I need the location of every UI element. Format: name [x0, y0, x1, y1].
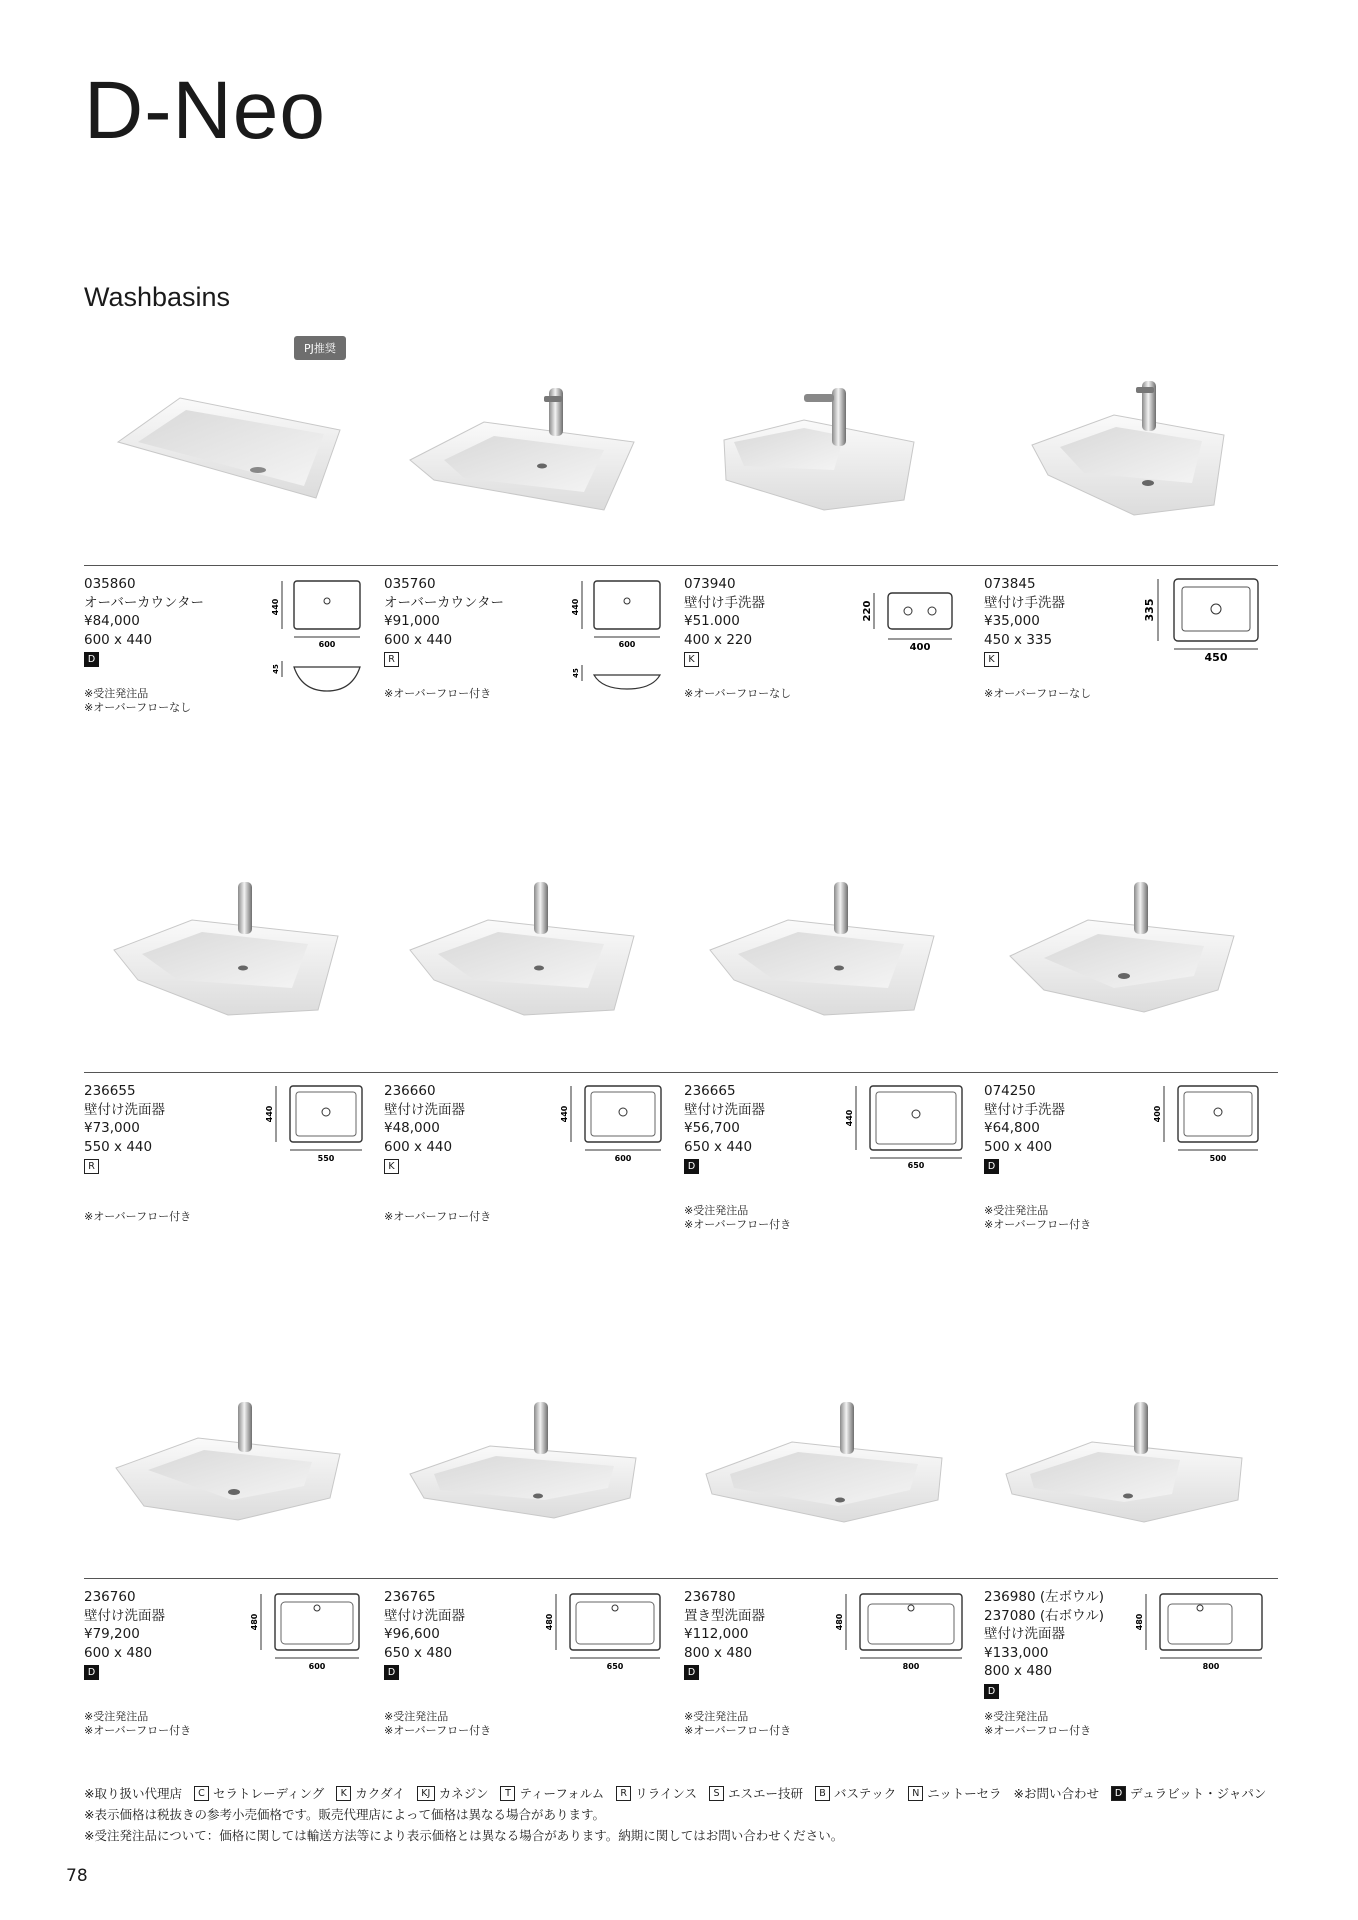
- dim-width: 600: [308, 1662, 326, 1671]
- legend-item: [1111, 1783, 1266, 1804]
- basin-236980-image: [1004, 1402, 1244, 1532]
- page-number: 78: [66, 1866, 88, 1886]
- product-code: 035760: [384, 576, 436, 592]
- product-type: 壁付け手洗器: [984, 1101, 1065, 1118]
- product-size: 400 x 220: [684, 631, 753, 648]
- product-note: ※受注発注品: [84, 687, 149, 700]
- basin-236765-image: [404, 1402, 644, 1532]
- section-title: Washbasins: [84, 282, 231, 312]
- dimension-drawing: [864, 577, 974, 657]
- product-size: 450 x 335: [984, 631, 1053, 648]
- legend-inquiry: ※お問い合わせ: [1013, 1786, 1100, 1801]
- dim-width: 500: [1209, 1154, 1227, 1163]
- legend-key: B: [815, 1786, 830, 1801]
- product-note: ※オーバーフロー付き: [84, 1210, 192, 1223]
- footer-note-price: ※表示価格は税抜きの参考小売価格です。販売代理店によって価格は異なる場合があります。: [84, 1807, 605, 1822]
- product-price: ¥79,200: [84, 1626, 140, 1642]
- legend-name: エスエー技研: [728, 1786, 804, 1801]
- dealer-tag: R: [84, 1159, 99, 1174]
- product-price: ¥56,700: [684, 1120, 740, 1136]
- legend-name: ティーフォルム: [519, 1786, 605, 1801]
- product-type: 壁付け洗面器: [84, 1101, 165, 1118]
- product-code: 035860: [84, 576, 136, 592]
- legend-name: カネジン: [438, 1786, 489, 1801]
- product-note: ※オーバーフロー付き: [984, 1218, 1092, 1231]
- product-code: 236760: [84, 1589, 136, 1605]
- product-type: オーバーカウンター: [384, 594, 505, 611]
- product-price: ¥48,000: [384, 1120, 440, 1136]
- product-note: ※オーバーフローなし: [984, 687, 1092, 700]
- product-price: ¥91,000: [384, 613, 440, 629]
- product-note: ※オーバーフロー付き: [384, 1724, 492, 1737]
- dim-height: 335: [1143, 598, 1156, 622]
- product-code: 236660: [384, 1083, 436, 1099]
- product-code-alt: 237080 (右ボウル): [984, 1607, 1104, 1624]
- legend-name: ニットーセラ: [927, 1786, 1002, 1801]
- dim-height: 440: [265, 1105, 274, 1123]
- product-note: ※受注発注品: [984, 1710, 1049, 1723]
- dim-width: 650: [606, 1662, 624, 1671]
- dim-depth: 45: [272, 664, 280, 674]
- product-note: ※オーバーフローなし: [684, 687, 792, 700]
- legend-key: D: [1111, 1786, 1126, 1801]
- dealer-tag: D: [684, 1159, 699, 1174]
- dim-height: 440: [560, 1105, 569, 1123]
- product-code: 236655: [84, 1083, 136, 1099]
- legend-key: T: [500, 1786, 515, 1801]
- product-price: ¥133,000: [984, 1644, 1049, 1661]
- dimension-drawing: [264, 1082, 374, 1166]
- product-note: ※受注発注品: [384, 1710, 449, 1723]
- dim-width: 800: [1202, 1662, 1220, 1671]
- dim-height: 440: [571, 598, 580, 616]
- legend-key: K: [336, 1786, 351, 1801]
- dim-width: 550: [317, 1154, 335, 1163]
- dealer-tag: K: [384, 1159, 399, 1174]
- product-code: 236780: [684, 1589, 736, 1605]
- dim-height: 480: [250, 1613, 259, 1631]
- product-price: ¥96,600: [384, 1626, 440, 1642]
- product-type: 壁付け洗面器: [384, 1101, 465, 1118]
- product-code: 073940: [684, 576, 736, 592]
- dim-width: 650: [907, 1161, 925, 1170]
- dimension-drawing: [844, 1082, 974, 1172]
- row-divider: [84, 1578, 1278, 1579]
- product-size: 650 x 480: [384, 1644, 453, 1661]
- legend-key: R: [616, 1786, 631, 1801]
- product-code: 073845: [984, 576, 1036, 592]
- legend-name: バステック: [834, 1786, 897, 1801]
- dim-width: 450: [1204, 651, 1228, 664]
- product-type: 壁付け洗面器: [684, 1101, 765, 1118]
- product-note: ※オーバーフローなし: [84, 701, 192, 714]
- dim-height: 480: [835, 1613, 844, 1631]
- product-size: 800 x 480: [684, 1644, 753, 1661]
- dealer-tag: D: [984, 1159, 999, 1174]
- legend-item: [709, 1783, 803, 1804]
- legend-item: [616, 1783, 697, 1804]
- product-note: ※オーバーフロー付き: [984, 1724, 1092, 1737]
- basin-236660-image: [404, 880, 644, 1020]
- product-size: 600 x 440: [84, 631, 153, 648]
- product-type: 壁付け洗面器: [384, 1607, 465, 1624]
- product-size: 550 x 440: [84, 1138, 153, 1155]
- legend-item: [815, 1783, 896, 1804]
- dim-width: 600: [318, 640, 336, 649]
- basin-236655-image: [108, 880, 348, 1020]
- product-price: ¥112,000: [684, 1626, 749, 1642]
- dealer-tag: K: [984, 652, 999, 667]
- product-size: 600 x 440: [384, 1138, 453, 1155]
- product-price: ¥73,000: [84, 1120, 140, 1136]
- product-size: 600 x 480: [84, 1644, 153, 1661]
- dimension-drawing: [571, 577, 674, 707]
- product-code: 236980 (左ボウル): [984, 1589, 1104, 1605]
- product-code: 236765: [384, 1589, 436, 1605]
- dealer-tag: D: [84, 652, 99, 667]
- dimension-drawing: [249, 1590, 374, 1674]
- product-size: 650 x 440: [684, 1138, 753, 1155]
- legend-key: S: [709, 1786, 724, 1801]
- product-price: ¥51.000: [684, 613, 740, 629]
- dim-depth: 45: [572, 668, 580, 678]
- dimension-drawing: [834, 1590, 974, 1674]
- row-divider: [84, 565, 1278, 566]
- product-code: 074250: [984, 1083, 1036, 1099]
- legend-prefix: ※取り扱い代理店: [84, 1786, 182, 1801]
- dealer-legend: [84, 1783, 1278, 1804]
- basin-073940-image: [704, 380, 924, 520]
- product-note: ※オーバーフロー付き: [84, 1724, 192, 1737]
- dimension-drawing: [559, 1082, 674, 1166]
- legend-key: N: [908, 1786, 923, 1801]
- product-price: ¥84,000: [84, 613, 140, 629]
- dealer-tag: K: [684, 652, 699, 667]
- legend-name: デュラビット・ジャパン: [1130, 1786, 1267, 1801]
- product-note: ※受注発注品: [84, 1710, 149, 1723]
- legend-name: カクダイ: [355, 1786, 405, 1801]
- product-type: 壁付け洗面器: [984, 1626, 1065, 1642]
- footer-notes: [84, 1783, 1278, 1846]
- product-type: 置き型洗面器: [684, 1607, 765, 1624]
- product-note: ※受注発注品: [984, 1204, 1049, 1217]
- dimension-drawing: [271, 577, 374, 707]
- product-type: 壁付け洗面器: [84, 1607, 165, 1624]
- product-code: 236665: [684, 1083, 736, 1099]
- dim-width: 400: [909, 642, 931, 653]
- product-note: ※受注発注品: [684, 1204, 749, 1217]
- product-size: 500 x 400: [984, 1138, 1053, 1155]
- basin-074250-image: [1004, 880, 1244, 1020]
- dim-height: 480: [1135, 1613, 1144, 1631]
- footer-note-order: ※受注発注品について：価格に関しては輸送方法等により表示価格とは異なる場合があります。納期に関してはお問い合わせください。: [84, 1828, 844, 1843]
- product-note: ※オーバーフロー付き: [384, 1210, 492, 1223]
- product-price: ¥35,000: [984, 613, 1040, 629]
- row-divider: [84, 1072, 1278, 1073]
- basin-236760-image: [108, 1402, 348, 1532]
- page-title: D-Neo: [84, 65, 326, 156]
- product-type: オーバーカウンター: [84, 594, 205, 611]
- dimension-drawing: [1144, 575, 1274, 665]
- dim-height: 440: [845, 1109, 854, 1127]
- legend-item: [908, 1783, 1001, 1804]
- dim-height: 400: [1153, 1105, 1162, 1123]
- basin-236780-image: [704, 1402, 944, 1532]
- dealer-tag: D: [84, 1665, 99, 1680]
- product-size: 800 x 480: [984, 1663, 1053, 1679]
- product-note: ※オーバーフロー付き: [684, 1218, 792, 1231]
- basin-035860-image: [108, 390, 348, 510]
- dim-height: 220: [862, 600, 873, 622]
- dimension-drawing: [1134, 1590, 1274, 1674]
- dealer-tag: D: [684, 1665, 699, 1680]
- legend-name: リラインス: [635, 1786, 697, 1801]
- dealer-tag: D: [384, 1665, 399, 1680]
- legend-item: [500, 1783, 604, 1804]
- legend-item: [417, 1783, 489, 1804]
- product-note: ※受注発注品: [684, 1710, 749, 1723]
- basin-035760-image: [404, 380, 644, 520]
- legend-key: C: [194, 1786, 209, 1801]
- dim-height: 480: [545, 1613, 554, 1631]
- product-type: 壁付け手洗器: [984, 594, 1065, 611]
- dealer-tag: D: [984, 1684, 999, 1699]
- product-note: ※オーバーフロー付き: [384, 687, 492, 700]
- dimension-drawing: [1154, 1082, 1274, 1166]
- product-note: ※オーバーフロー付き: [684, 1724, 792, 1737]
- dim-width: 600: [618, 640, 636, 649]
- dim-width: 600: [614, 1154, 632, 1163]
- legend-item: [194, 1783, 324, 1804]
- basin-236665-image: [704, 880, 944, 1020]
- dim-height: 440: [271, 598, 280, 616]
- legend-name: セラトレーディング: [212, 1786, 325, 1801]
- pj-recommended-badge: PJ推奨: [294, 336, 346, 360]
- dealer-tag: R: [384, 652, 399, 667]
- legend-key: KJ: [417, 1786, 435, 1801]
- product-type: 壁付け手洗器: [684, 594, 765, 611]
- basin-073845-image: [1024, 375, 1244, 525]
- dim-width: 800: [902, 1662, 920, 1671]
- legend-item: [336, 1783, 405, 1804]
- product-size: 600 x 440: [384, 631, 453, 648]
- product-price: ¥64,800: [984, 1120, 1040, 1136]
- dimension-drawing: [544, 1590, 674, 1674]
